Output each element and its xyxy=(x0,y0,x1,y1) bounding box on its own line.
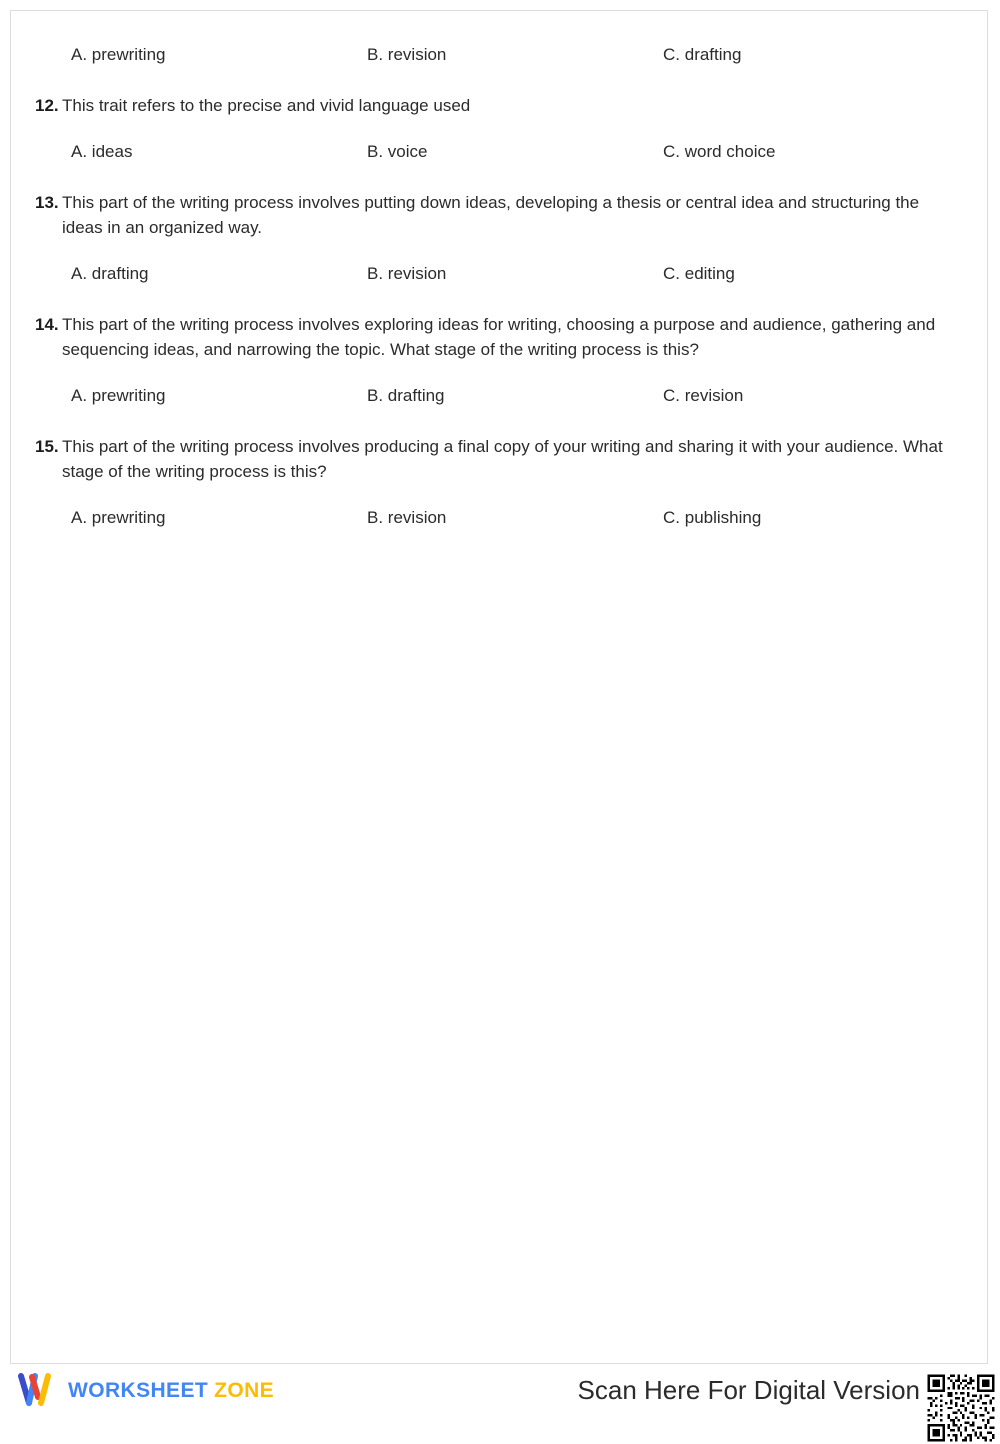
option-label: voice xyxy=(387,142,428,161)
option-letter: B. xyxy=(367,142,384,161)
option-label: drafting xyxy=(91,264,149,283)
option-a[interactable] xyxy=(24,140,367,164)
option-label: drafting xyxy=(684,45,742,64)
qr-code-matrix xyxy=(925,1372,997,1444)
option-label: editing xyxy=(684,264,735,283)
option-c[interactable] xyxy=(663,384,959,408)
option-a[interactable] xyxy=(24,506,367,530)
option-a[interactable] xyxy=(24,384,367,408)
option-letter: A. xyxy=(71,142,88,161)
option-label: word choice xyxy=(684,142,776,161)
option-letter: C. xyxy=(663,142,680,161)
worksheet-content xyxy=(11,11,987,1363)
option-letter: B. xyxy=(367,45,384,64)
question-line xyxy=(24,312,969,362)
option-label: prewriting xyxy=(91,386,166,405)
brand-word-secondary: ZONE xyxy=(214,1378,275,1402)
question-text: This trait refers to the precise and vivid language used xyxy=(62,96,471,115)
option-row xyxy=(24,262,969,286)
option-c[interactable] xyxy=(663,506,959,530)
option-letter: A. xyxy=(71,264,88,283)
question-text: This part of the writing process involves producing a final copy of your writing and sharing it with your audience. What stage of the writing process is this? xyxy=(62,437,943,481)
scan-label: Scan Here For Digital Version xyxy=(577,1375,920,1405)
option-b[interactable] xyxy=(367,43,663,67)
option-label: drafting xyxy=(387,386,445,405)
option-a[interactable] xyxy=(24,262,367,286)
question-item xyxy=(24,190,969,286)
option-letter: A. xyxy=(71,386,88,405)
option-label: revision xyxy=(684,386,744,405)
option-row-continued xyxy=(24,43,969,67)
worksheet-zone-logo-icon xyxy=(18,1373,60,1407)
option-row xyxy=(24,506,969,530)
option-c[interactable] xyxy=(663,262,959,286)
option-label: publishing xyxy=(684,508,762,527)
brand-word-primary: WORKSHEET xyxy=(68,1378,209,1402)
question-line xyxy=(24,93,969,118)
option-b[interactable] xyxy=(367,262,663,286)
option-letter: C. xyxy=(663,264,680,283)
option-c[interactable] xyxy=(663,43,959,67)
question-item xyxy=(24,312,969,408)
qr-code-icon[interactable] xyxy=(925,1372,997,1444)
question-number: 12. xyxy=(35,96,59,115)
question-text: This part of the writing process involves exploring ideas for writing, choosing a purpose and audience, gathering and sequencing ideas, and narrowing the topic. What stage of the writing process is this? xyxy=(62,315,936,359)
option-letter: B. xyxy=(367,508,384,527)
option-row xyxy=(24,140,969,164)
option-a[interactable] xyxy=(24,43,367,67)
option-letter: B. xyxy=(367,386,384,405)
question-line xyxy=(24,190,969,240)
option-row xyxy=(24,384,969,408)
option-b[interactable] xyxy=(367,506,663,530)
option-letter: C. xyxy=(663,386,680,405)
option-label: revision xyxy=(387,508,447,527)
question-item xyxy=(24,93,969,164)
option-letter: C. xyxy=(663,508,680,527)
option-label: ideas xyxy=(91,142,133,161)
page-footer xyxy=(0,1366,1000,1414)
option-label: prewriting xyxy=(91,508,166,527)
option-letter: A. xyxy=(71,45,88,64)
question-number: 13. xyxy=(35,193,59,212)
brand-logo[interactable] xyxy=(18,1372,274,1408)
option-label: revision xyxy=(387,45,447,64)
option-b[interactable] xyxy=(367,140,663,164)
option-label: prewriting xyxy=(91,45,166,64)
question-line xyxy=(24,434,969,484)
worksheet-page-sheet xyxy=(10,10,988,1364)
option-letter: A. xyxy=(71,508,88,527)
question-number: 14. xyxy=(35,315,59,334)
option-c[interactable] xyxy=(663,140,959,164)
option-label: revision xyxy=(387,264,447,283)
question-number: 15. xyxy=(35,437,59,456)
question-item xyxy=(24,434,969,530)
option-letter: B. xyxy=(367,264,384,283)
option-b[interactable] xyxy=(367,384,663,408)
brand-wordmark xyxy=(68,1380,274,1401)
question-text: This part of the writing process involves putting down ideas, developing a thesis or central idea and structuring the ideas in an organized way. xyxy=(62,193,920,237)
option-letter: C. xyxy=(663,45,680,64)
